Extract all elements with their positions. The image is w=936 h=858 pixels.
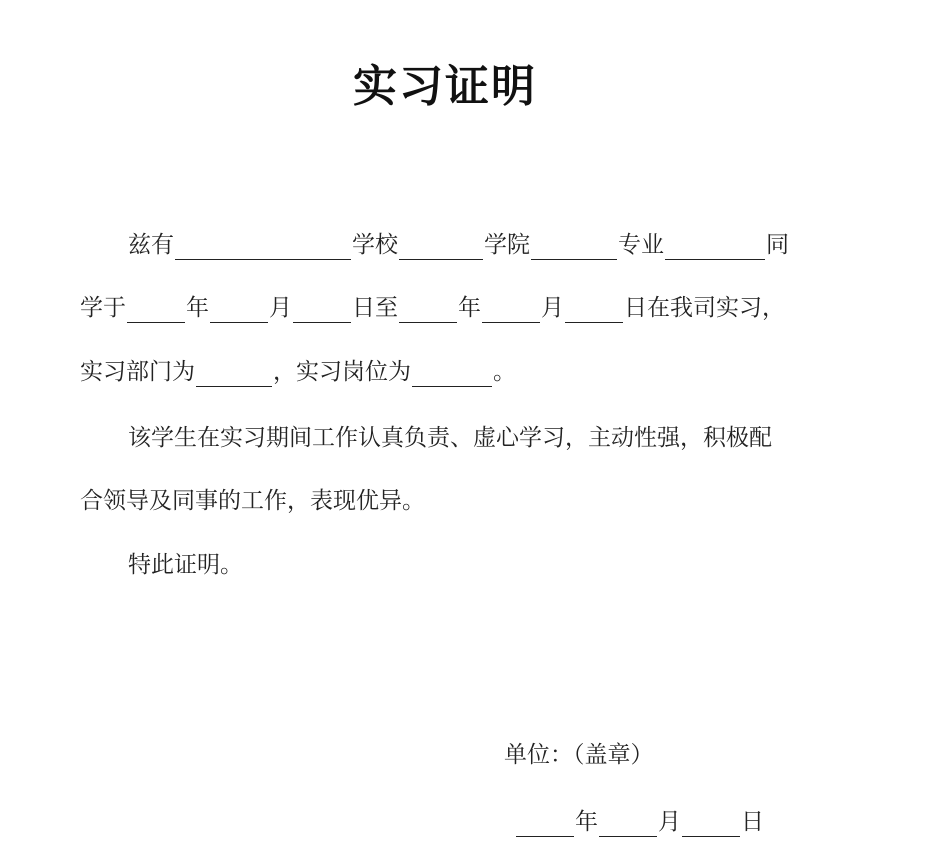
text-segment: 年 xyxy=(458,295,481,321)
end-day-blank[interactable] xyxy=(565,300,623,323)
para3-line1 xyxy=(128,550,243,580)
student-name-blank[interactable] xyxy=(665,237,765,260)
department-blank[interactable] xyxy=(196,364,272,387)
text-segment: 年 xyxy=(575,809,598,835)
text-segment: 月 xyxy=(541,295,564,321)
end-year-blank[interactable] xyxy=(399,300,457,323)
start-year-blank[interactable] xyxy=(127,300,185,323)
end-month-blank[interactable] xyxy=(482,300,540,323)
text-segment: 。 xyxy=(493,359,516,385)
sign-month-blank[interactable] xyxy=(599,814,657,837)
sign-day-blank[interactable] xyxy=(682,814,740,837)
document-title: 实习证明 xyxy=(353,61,537,112)
text-segment: 学于 xyxy=(80,295,126,321)
para2-line1 xyxy=(128,423,772,453)
text-segment: 日至 xyxy=(352,295,398,321)
text-segment: 实习部门为 xyxy=(80,359,195,385)
text-segment: 学校 xyxy=(352,232,398,258)
para1-line1 xyxy=(128,230,789,260)
major-blank[interactable] xyxy=(531,237,617,260)
text-segment: 月 xyxy=(269,295,292,321)
para2-line2 xyxy=(80,486,425,516)
start-month-blank[interactable] xyxy=(210,300,268,323)
text-segment: 日 xyxy=(741,809,764,835)
text-segment: 兹有 xyxy=(128,232,174,258)
evaluation-text: 该学生在实习期间工作认真负责、虚心学习，主动性强，积极配 xyxy=(128,425,772,451)
evaluation-text: 合领导及同事的工作，表现优异。 xyxy=(80,488,425,514)
text-segment: ，实习岗位为 xyxy=(273,359,411,385)
sign-year-blank[interactable] xyxy=(516,814,574,837)
position-blank[interactable] xyxy=(412,364,492,387)
para1-line2 xyxy=(80,293,785,323)
school-blank[interactable] xyxy=(175,237,351,260)
unit-stamp-label: 单位：（盖章） xyxy=(504,742,654,768)
signature-unit xyxy=(504,740,654,770)
para1-line3 xyxy=(80,357,516,387)
text-segment: 年 xyxy=(186,295,209,321)
signature-date xyxy=(515,807,764,837)
text-segment: 日在我司实习， xyxy=(624,295,785,321)
text-segment: 专业 xyxy=(618,232,664,258)
text-segment: 月 xyxy=(658,809,681,835)
closing-text: 特此证明。 xyxy=(128,552,243,578)
start-day-blank[interactable] xyxy=(293,300,351,323)
college-blank[interactable] xyxy=(399,237,483,260)
text-segment: 同 xyxy=(766,232,789,258)
text-segment: 学院 xyxy=(484,232,530,258)
